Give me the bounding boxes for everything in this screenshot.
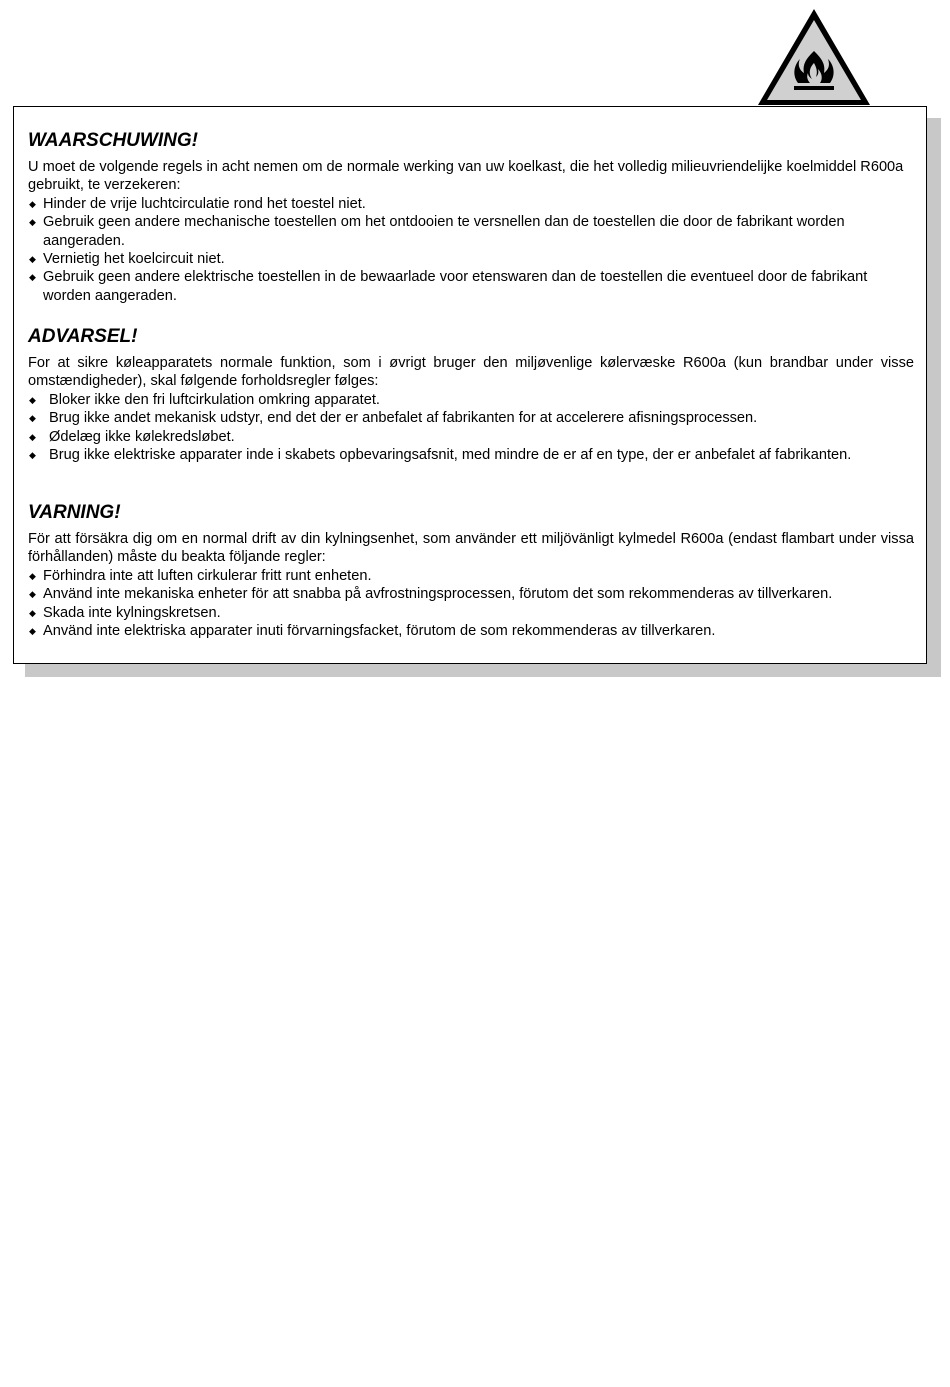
flammable-warning-icon (754, 5, 874, 109)
list-item: ◆ Använd inte elektriska apparater inuti förvarningsfacket, förutom de som rekommenderas av tillverkaren. (29, 623, 716, 640)
section-intro: För att försäkra dig om en normal drift av din kylningsenhet, som använder ett miljövänligt kylmedel R600a (endast flambart under vissa förhållanden) måste du beakta följande regler: (28, 531, 914, 566)
diamond-bullet-icon: ◆ (29, 589, 36, 600)
diamond-bullet-icon: ◆ (29, 254, 36, 265)
list-item: ◆ Använd inte mekaniska enheter för att snabba på avfrostningsprocessen, förutom det som rekommenderas av tillverkaren. (29, 586, 833, 603)
section-heading: ADVARSEL! (28, 326, 138, 347)
diamond-bullet-icon: ◆ (29, 607, 36, 618)
diamond-bullet-icon: ◆ (29, 217, 36, 228)
list-item: ◆ Ødelæg ikke kølekredsløbet. (29, 428, 235, 445)
rules-list (28, 391, 914, 465)
list-item: ◆ Skada inte kylningskretsen. (29, 604, 221, 621)
diamond-bullet-icon: ◆ (29, 431, 36, 442)
refrigerant-warning-box (13, 106, 927, 664)
warning-section-swedish (28, 501, 914, 640)
diamond-bullet-icon: ◆ (29, 626, 36, 637)
section-heading: WAARSCHUWING! (28, 130, 198, 151)
section-intro: U moet de volgende regels in acht nemen om de normale werking van uw koelkast, die het volledig milieuvriendelijke koelmiddel R600a gebruikt, te verzekeren: (28, 159, 904, 194)
diamond-bullet-icon: ◆ (29, 394, 36, 405)
diamond-bullet-icon: ◆ (29, 198, 36, 209)
rules-list (28, 195, 914, 305)
diamond-bullet-icon: ◆ (29, 450, 36, 461)
section-heading: VARNING! (28, 502, 121, 523)
list-item: ◆ Förhindra inte att luften cirkulerar fritt runt enheten. (29, 567, 372, 584)
warning-section-danish (28, 325, 914, 464)
list-item: ◆ Brug ikke andet mekanisk udstyr, end det der er anbefalet af fabrikanten for at accelerere afisningsprocessen. (29, 410, 758, 427)
warning-section-dutch (28, 129, 914, 305)
list-item: ◆ Hinder de vrije luchtcirculatie rond het toestel niet. (29, 195, 366, 212)
diamond-bullet-icon: ◆ (29, 570, 36, 581)
section-intro: For at sikre køleapparatets normale funktion, som i øvrigt bruger den miljøvenlige kølervæske R600a (kun brandbar under visse omstændigheder), skal følgende forholdsregler følges: (28, 355, 914, 390)
diamond-bullet-icon: ◆ (29, 413, 36, 424)
list-item: ◆ Brug ikke elektriske apparater inde i skabets opbevaringsafsnit, med mindre de er af en type, der er anbefalet af fabrikanten. (29, 447, 852, 464)
list-item: ◆ Vernietig het koelcircuit niet. (29, 251, 225, 268)
rules-list (28, 567, 914, 641)
list-item: ◆ Gebruik geen andere mechanische toestellen om het ontdooien te versnellen dan de toestellen die door de fabrikant worden aangeraden. (29, 214, 845, 249)
list-item: ◆ Bloker ikke den fri luftcirkulation omkring apparatet. (29, 391, 380, 408)
diamond-bullet-icon: ◆ (29, 272, 36, 283)
list-item: ◆ Gebruik geen andere elektrische toestellen in de bewaarlade voor etenswaren dan de toestellen die eventueel door de fabrikant worden aangeraden. (29, 269, 868, 304)
